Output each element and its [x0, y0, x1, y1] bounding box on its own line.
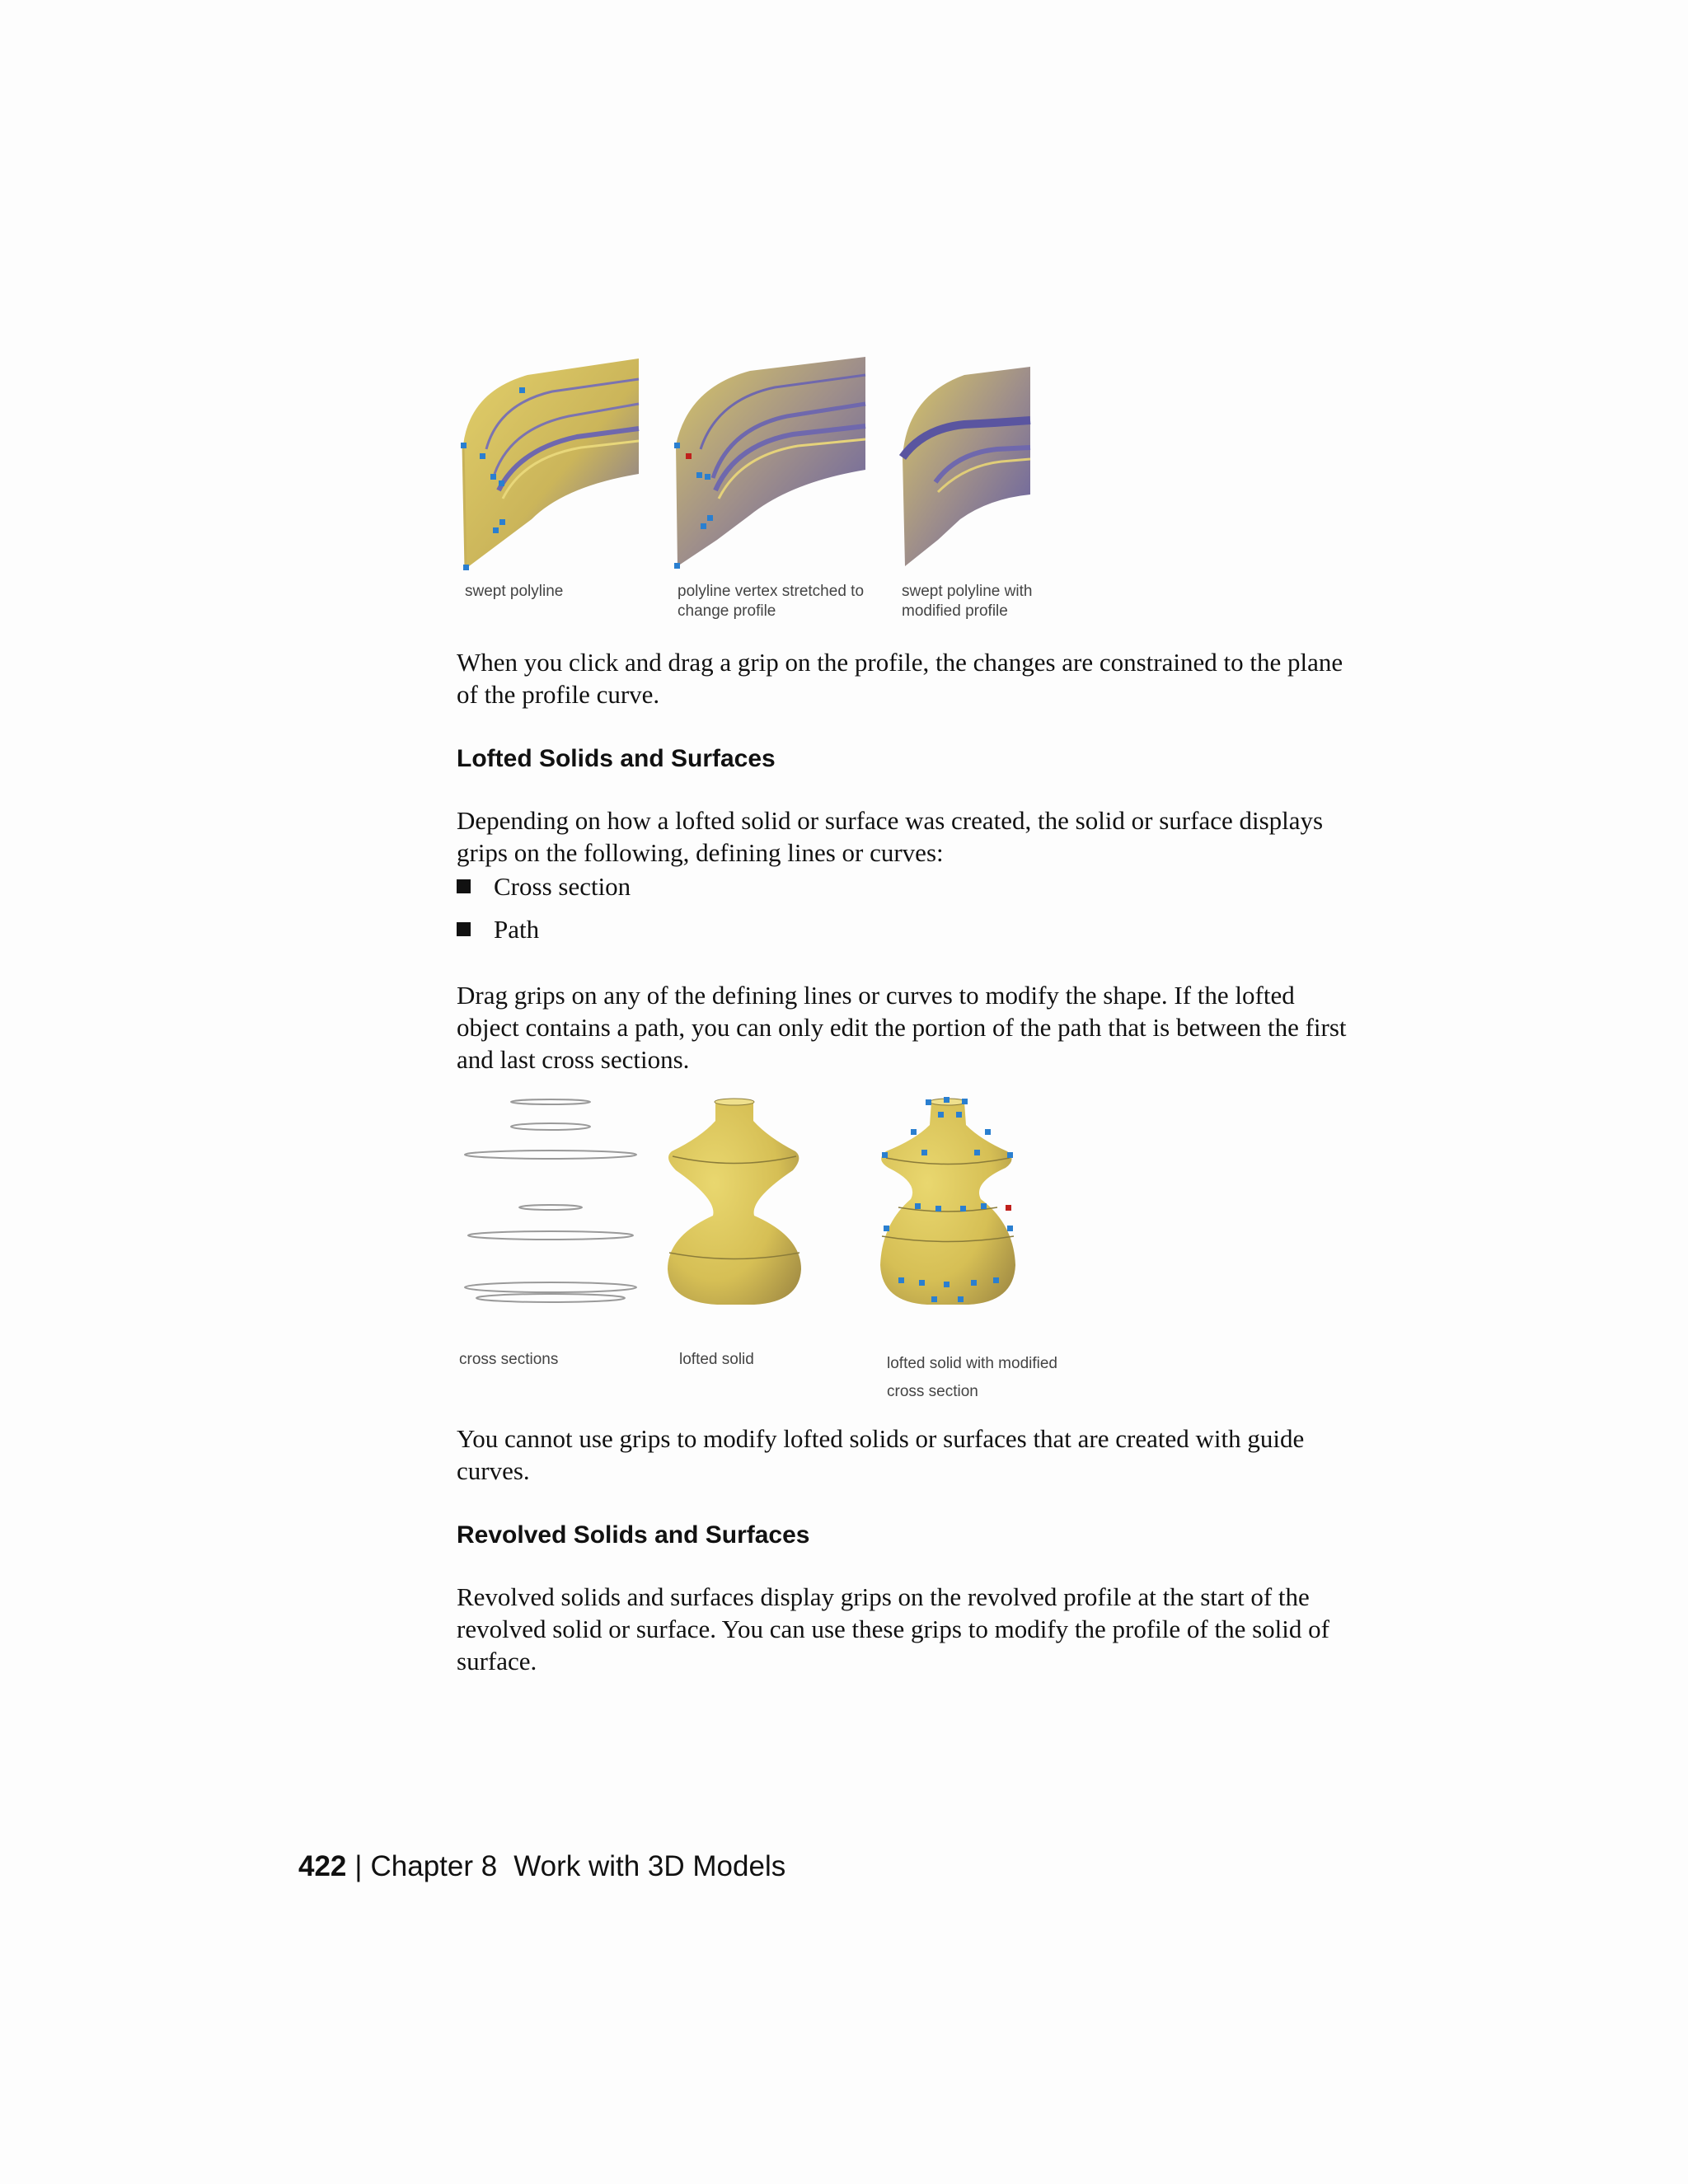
bullet-square-icon [457, 922, 471, 936]
swept-polyline-figure [453, 350, 1047, 573]
figure2-caption-lofted-modified: lofted solid with modified cross section [887, 1355, 1057, 1400]
figure1-caption-swept-polyline: swept polyline [465, 583, 564, 600]
stretched-vertex-image [674, 357, 865, 569]
paragraph-profile-constraint: When you click and drag a grip on the profile, the changes are constrained to the plane of the profile curve. [457, 648, 1343, 709]
swept-polyline-image [461, 359, 639, 570]
bullet-cross-section [457, 870, 631, 902]
heading-revolved-solids: Revolved Solids and Surfaces [457, 1521, 810, 1549]
footer-separator: | [354, 1850, 363, 1882]
page-number: 422 [298, 1850, 347, 1882]
figure2-caption-lofted-solid: lofted solid [679, 1351, 754, 1368]
modified-profile-image [903, 367, 1030, 566]
figure1-caption-vertex-stretched: polyline vertex stretched to change profile [678, 583, 865, 620]
lofted-solid-figure [453, 1092, 1063, 1315]
heading-lofted-solids: Lofted Solids and Surfaces [457, 745, 776, 772]
chapter-title: Work with 3D Models [513, 1850, 786, 1882]
page-footer [298, 1850, 785, 1883]
figure1-caption-modified-profile: swept polyline with modified profile [902, 583, 1033, 620]
paragraph-drag-grips: Drag grips on any of the defining lines or curves to modify the shape. If the lofted object contains a path, you can only edit the portion of the path that is between the first and last cross sections. [457, 981, 1347, 1074]
chapter-label: Chapter 8 [370, 1850, 498, 1882]
lofted-solid-modified-image [880, 1097, 1015, 1305]
paragraph-guide-curves: You cannot use grips to modify lofted solids or surfaces that are created with guide curves. [457, 1424, 1305, 1485]
lofted-solid-image [668, 1099, 801, 1305]
bullet-label: Cross section [494, 872, 631, 901]
bullet-label: Path [494, 915, 540, 944]
figure2-caption-cross-sections: cross sections [459, 1351, 559, 1368]
paragraph-lofted-grips: Depending on how a lofted solid or surface was created, the solid or surface displays grips on the following, defining lines or curves: [457, 806, 1324, 867]
bullet-path [457, 913, 539, 945]
paragraph-revolved-grips: Revolved solids and surfaces display grips on the revolved profile at the start of the revolved solid or surface. You can use these grips to modify the profile of the solid of surface. [457, 1582, 1329, 1675]
bullet-square-icon [457, 879, 471, 893]
cross-sections-image [465, 1099, 636, 1302]
